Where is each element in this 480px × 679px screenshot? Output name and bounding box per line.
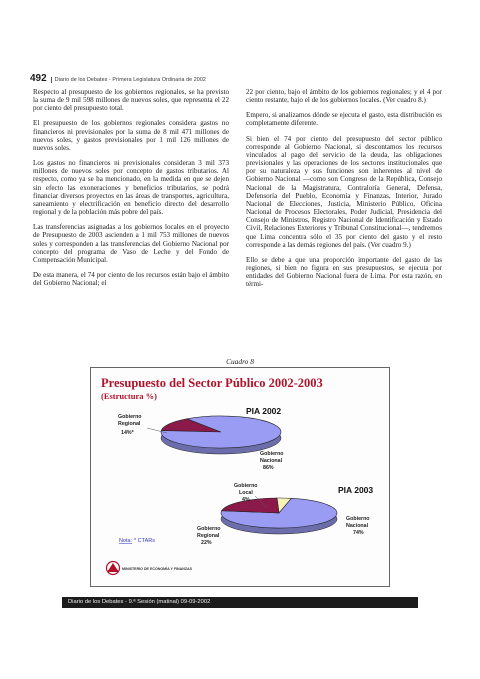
label-2003-nacional-2: Nacional <box>346 523 369 529</box>
paragraph: Si bien el 74 por ciento del presupuesto del sector público corresponde al Gobierno Nacional, si descontamos los recursos vinculados al pago del servicio de la deuda, las obligaciones previsionales y las operaciones de los sectores institucionales que por su naturaleza y sus funciones son inherentes al nivel de Gobierno Nacional —como son Congreso de la República, Consejo Nacional de la Magistratura, Contraloría General, Defensa, Defensoría del Pueblo, Economía y Finanzas, Interior, Jurado Nacional de Elecciones, Justicia, Ministerio Público, Oficina Nacional de Procesos Electorales, Poder Judicial, Presidencia del Consejo de Ministros, Registro Nacional de Identificación y Estado Civil, Relaciones Exteriores y Tribunal Constitucional—, tendremos que Lima concentra sólo el 35 por ciento del gasto y el resto corresponde a las demás regiones del país. (Ver cuadro 9.) <box>246 134 442 249</box>
label-2002-nacional-1: Gobierno <box>260 451 284 457</box>
pie-2003 <box>221 498 337 534</box>
paragraph: De esta manera, el 74 por ciento de los recursos están bajo el ámbito del Gobierno Nacional; el <box>33 270 229 288</box>
budget-figure <box>90 367 390 587</box>
logo-text: MINISTERIO DE ECONOMÍA Y FINANZAS <box>122 567 193 571</box>
label-2003-regional-1: Gobierno <box>197 526 221 532</box>
label-2002-regional-2: Regional <box>118 421 141 427</box>
label-2003-local-1: Gobierno <box>234 483 258 489</box>
paragraph: 22 por ciento, bajo el ámbito de los gobiernos regionales; y el 4 por ciento restante, bajo el de los gobiernos locales. (Ver cuadro 8.) <box>246 88 442 105</box>
paragraph: Empero, si analizamos dónde se ejecuta el gasto, esta distribución es completamente diferente. <box>246 111 442 128</box>
label-2002-nacional-2: Nacional <box>260 458 283 464</box>
label-2002-regional-1: Gobierno <box>118 414 142 420</box>
figure-note-text: * CTARs <box>134 538 155 544</box>
pie-2002 <box>161 416 281 454</box>
figure-note-label: Nota: <box>119 538 133 544</box>
pie-2003-title: PIA 2003 <box>338 485 374 495</box>
mef-logo-icon <box>107 562 120 575</box>
right-column <box>246 88 442 295</box>
paragraph: Ello se debe a que una proporción importante del gasto de las regiones, si bien no figura en sus presupuestos, se ejecuta por entidades del Gobierno Nacional fuera de Lima. Por esta razón, en térmi- <box>246 255 442 289</box>
left-column <box>33 88 229 294</box>
label-2003-regional-2: Regional <box>197 533 220 539</box>
paragraph: Los gastos no financieros ni previsionales consideran 3 mil 373 millones de nuevos soles por concepto de gastos tributarios. Al respecto, como ya se ha mencionado, en la medida en que se dejen sin efecto las exoneraciones y beneficios tributarios, se podrá financiar diversos proyectos en las áreas de transportes, agricultura, saneamiento y electrificación en beneficio directo del desarrollo regional y de la población más pobre del país. <box>33 159 229 217</box>
value-2003-nacional: 74% <box>353 530 364 536</box>
figure-caption: Cuadro 8 <box>226 357 254 366</box>
svg-text:Gobierno Regional <box>118 414 143 427</box>
value-2003-local: 4% <box>242 497 250 503</box>
page-number: 492 <box>30 73 47 84</box>
svg-text:Gobierno Local <box>234 483 259 496</box>
value-2002-regional: 14%* <box>121 430 134 436</box>
label-2003-nacional-1: Gobierno <box>346 516 370 522</box>
figure-title: Presupuesto del Sector Público 2002-2003 <box>101 376 323 390</box>
budget-chart-svg <box>91 368 391 588</box>
value-2002-nacional: 86% <box>263 465 274 471</box>
svg-text:Gobierno Regional <box>197 526 222 539</box>
paragraph: Respecto al presupuesto de los gobiernos regionales, se ha previsto la suma de 9 mil 598 millones de nuevos soles, que representa el 22 por ciento del presupuesto total. <box>33 88 229 113</box>
footer-bar: Diario de los Debates - 9.ª Sesión (matinal) 09-09-2002 <box>62 597 418 608</box>
figure-subtitle: (Estructura %) <box>101 391 157 401</box>
value-2003-regional: 22% <box>201 540 212 546</box>
svg-text:Gobierno Nacional <box>346 516 371 529</box>
label-2003-local-2: Local <box>239 490 253 496</box>
paragraph: El presupuesto de los gobiernos regionales considera gastos no financieros ni previsionales por la suma de 8 mil 471 millones de nuevos soles, y gastos previsionales por 1 mil 126 millones de nuevos soles. <box>33 119 229 152</box>
running-head: Diario de los Debates - Primera Legislatura Ordinaria de 2002 <box>51 77 206 83</box>
svg-text:Gobierno Nacional <box>260 451 285 464</box>
paragraph: Las transferencias asignadas a los gobiernos locales en el proyecto de Presupuesto de 2003 ascienden a 1 mil 753 millones de nuevos soles y corresponden a las transferencias del Gobierno Nacional por concepto del programa de Vaso de Leche y del Fondo de Compensación Municipal. <box>33 223 229 264</box>
pie-2002-title: PIA 2002 <box>246 406 282 416</box>
running-header <box>30 73 450 85</box>
pie-slice-gobierno-regional <box>222 498 279 513</box>
